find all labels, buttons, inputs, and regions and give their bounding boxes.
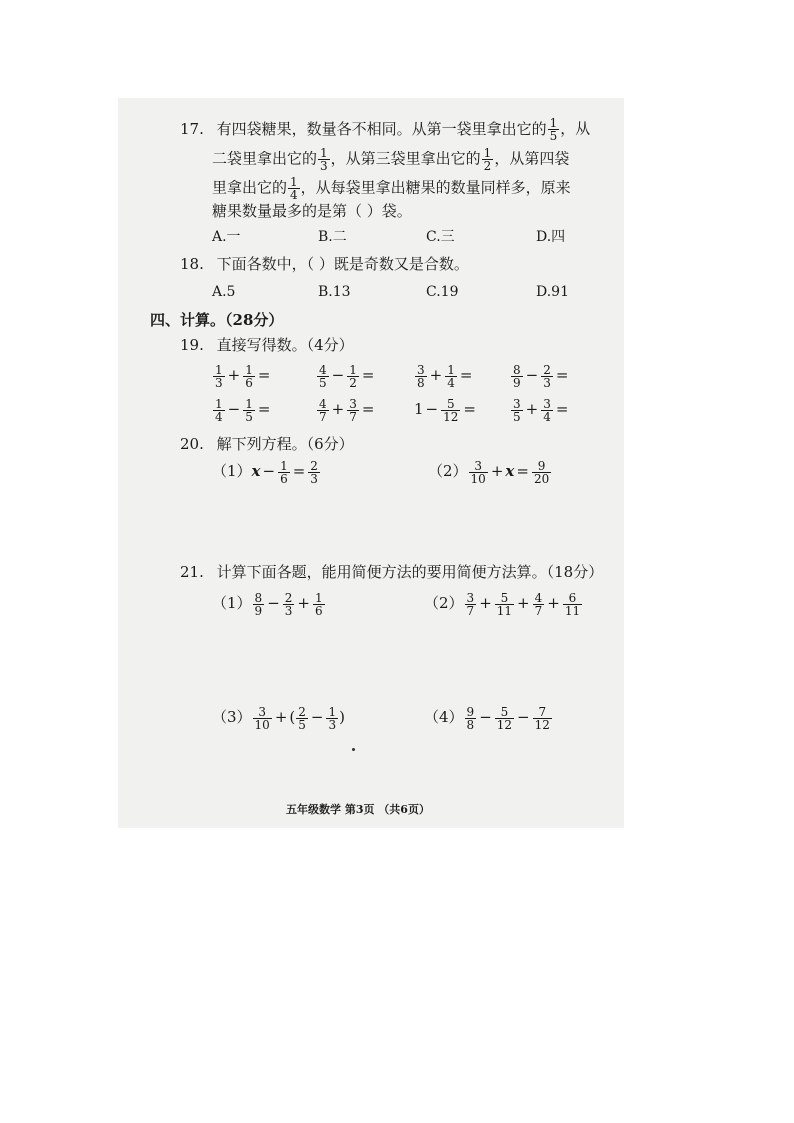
q19-expr-2: $\frac{4}{5}$ − $\frac{1}{2}$ = (319, 362, 375, 390)
q20-number: 20. (180, 435, 204, 453)
ink-dot (352, 748, 355, 751)
q21-expr-2: （2） $\frac{3}{7}$ + $\frac{5}{11}$ + $\frac{4}{7}$ + $\frac{6}{11}$ (424, 590, 581, 618)
variable-x: x (505, 462, 515, 480)
q21-expr-3: （3） $\frac{3}{10}$ + ( $\frac{2}{5}$ − $\frac{1}{3}$ ) (212, 704, 345, 732)
q17-line4: 糖果数量最多的是第（ ）袋。 (212, 202, 412, 220)
q21-expr-1: （1） $\frac{8}{9}$ − $\frac{2}{3}$ + $\frac{1}{6}$ (212, 590, 323, 618)
q17-line3: 里拿出它的 $\frac{1}{4}$ ，从每袋里拿出糖果的数量同样多，原来 (212, 175, 571, 202)
q19-expr-4: $\frac{8}{9}$ − $\frac{2}{3}$ = (513, 362, 569, 390)
fraction: $\frac{1}{4}$ (290, 175, 298, 202)
fraction: $\frac{1}{5}$ (549, 116, 558, 143)
section-title: 四、计算。（28分） (150, 311, 284, 329)
q17-line2: 二袋里拿出它的 $\frac{1}{3}$ ，从第三袋里拿出它的 $\frac{1}{2}$ ，从第四袋 (212, 146, 570, 173)
q21-line: 21. 计算下面各题，能用简便方法的要用简便方法算。（18分） (180, 563, 604, 581)
q19-expr-7: 1 − $\frac{5}{12}$ = (414, 396, 476, 424)
q18-option-c[interactable]: C.19 (426, 284, 459, 300)
fraction: $\frac{1}{3}$ (320, 146, 328, 173)
q17-line1: 17. 有四袋糖果，数量各不相同。从第一袋里拿出它的 $\frac{1}{5}$ ，从 (180, 116, 591, 143)
q19-number: 19. (180, 336, 204, 354)
q18-number: 18. (180, 255, 204, 273)
q19-expr-5: $\frac{1}{4}$ − $\frac{1}{5}$ = (215, 396, 271, 424)
q20-equation-1: （1）x − $\frac{1}{6}$ = $\frac{2}{3}$ (212, 458, 318, 486)
q17-number: 17. (180, 119, 204, 138)
q18-option-d[interactable]: D.91 (536, 284, 569, 300)
q18-option-a[interactable]: A.5 (212, 284, 236, 300)
q19-expr-1: $\frac{1}{3}$ + $\frac{1}{6}$ = (215, 362, 271, 390)
variable-x: x (251, 462, 261, 480)
q17-option-c[interactable]: C.三 (426, 229, 455, 245)
q20-line: 20. 解下列方程。（6分） (180, 435, 354, 453)
page-footer: 五年级数学 第3页 （共6页） (286, 803, 430, 816)
q17-option-b[interactable]: B.二 (318, 229, 347, 245)
q20-equation-2: （2） $\frac{3}{10}$ + x = $\frac{9}{20}$ (428, 458, 550, 486)
q18-line: 18. 下面各数中，（ ）既是奇数又是合数。 (180, 255, 469, 273)
q19-expr-6: $\frac{4}{7}$ + $\frac{3}{7}$ = (319, 396, 375, 424)
q17-option-d[interactable]: D.四 (536, 229, 566, 245)
q19-line: 19. 直接写得数。（4分） (180, 336, 354, 354)
q19-expr-8: $\frac{3}{5}$ + $\frac{3}{4}$ = (513, 396, 569, 424)
fraction: $\frac{1}{2}$ (483, 146, 492, 173)
q21-number: 21. (180, 563, 204, 581)
q21-expr-4: （4） $\frac{9}{8}$ − $\frac{5}{12}$ − $\frac{7}{12}$ (424, 704, 550, 732)
q18-option-b[interactable]: B.13 (318, 284, 351, 300)
q19-expr-3: $\frac{3}{8}$ + $\frac{1}{4}$ = (417, 362, 473, 390)
q17-option-a[interactable]: A.一 (212, 229, 241, 245)
